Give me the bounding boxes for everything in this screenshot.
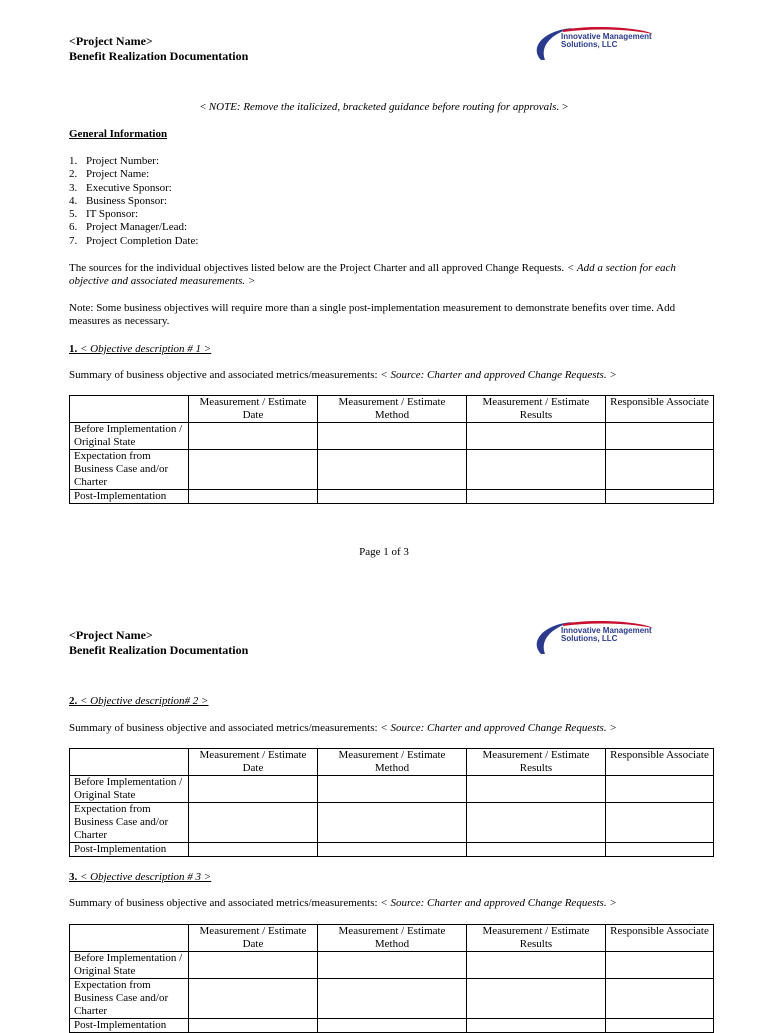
table-cell[interactable]: [318, 952, 467, 979]
row-label: Before Implementation / Original State: [70, 952, 189, 979]
table-cell[interactable]: [189, 450, 318, 490]
table-header-cell: Responsible Associate: [606, 396, 714, 423]
table-cell[interactable]: [467, 843, 606, 857]
list-item-label: Project Manager/Lead:: [86, 221, 188, 234]
table-row: [70, 776, 714, 803]
table-cell[interactable]: [467, 979, 606, 1019]
list-item-label: Project Completion Date:: [86, 234, 199, 247]
table-row: [70, 803, 714, 843]
row-label: Post-Implementation: [70, 843, 189, 857]
summary-guidance: < Source: Charter and approved Change Requests. >: [380, 369, 617, 381]
table-header-cell: Responsible Associate: [606, 925, 714, 952]
general-info-list: [69, 155, 198, 248]
table-cell[interactable]: [606, 803, 714, 843]
table-cell[interactable]: [467, 423, 606, 450]
note-text: NOTE: Remove the italicized, bracketed guidance before routing for approvals.: [208, 101, 560, 113]
guidance-note: [0, 101, 768, 114]
table-cell[interactable]: [606, 1019, 714, 1033]
list-item: [69, 195, 198, 208]
table-cell[interactable]: [606, 952, 714, 979]
list-item-number: 4.: [69, 194, 78, 207]
sources-text: The sources for the individual objectives listed below are the Project Charter and all approved Change Requests.: [69, 262, 567, 274]
table-cell[interactable]: [467, 952, 606, 979]
table-cell[interactable]: [189, 423, 318, 450]
table-header-row: [70, 749, 714, 776]
objective-1-desc: < Objective description # 1 >: [80, 343, 212, 355]
table-cell[interactable]: [318, 1019, 467, 1033]
table-cell[interactable]: [467, 1019, 606, 1033]
summary-prefix: Summary of business objective and associated metrics/measurements:: [69, 897, 381, 909]
table-cell[interactable]: [467, 803, 606, 843]
note-close: >: [559, 101, 569, 113]
objective-2-desc: < Objective description# 2 >: [80, 695, 209, 707]
table-row: [70, 450, 714, 490]
table-cell[interactable]: [318, 843, 467, 857]
table-header-cell: Measurement / Estimate Date: [189, 396, 318, 423]
logo-text-line2: Solutions, LLC: [561, 40, 618, 49]
row-label: Post-Implementation: [70, 1019, 189, 1033]
list-item-number: 1.: [69, 155, 78, 167]
row-label: Post-Implementation: [70, 490, 189, 504]
list-item-number: 7.: [69, 234, 78, 247]
objective-3-number: 3.: [69, 871, 78, 883]
table-header-cell: [70, 396, 189, 423]
list-item-label: Project Name:: [86, 168, 150, 181]
list-item: [69, 155, 198, 168]
table-cell[interactable]: [467, 490, 606, 504]
table-header-cell: Measurement / Estimate Method: [318, 396, 467, 423]
summary-guidance: < Source: Charter and approved Change Requests. >: [380, 722, 617, 734]
table-cell[interactable]: [318, 423, 467, 450]
list-item-number: 2.: [69, 168, 78, 181]
row-label: Expectation from Business Case and/or Charter: [70, 803, 189, 843]
table-header-cell: [70, 749, 189, 776]
table-cell[interactable]: [467, 776, 606, 803]
table-cell[interactable]: [318, 490, 467, 504]
table-header-cell: Measurement / Estimate Results: [467, 925, 606, 952]
page-number: Page 1 of 3: [359, 546, 409, 558]
summary-prefix: Summary of business objective and associated metrics/measurements:: [69, 722, 381, 734]
list-item: [69, 235, 198, 248]
list-item: [69, 208, 198, 221]
table-cell[interactable]: [318, 450, 467, 490]
sources-guidance: < Add a section for each objective and associated measurements. >: [69, 262, 676, 287]
list-item-number: 3.: [69, 181, 78, 194]
document-title: Benefit Realization Documentation: [69, 643, 249, 657]
table-cell[interactable]: [189, 1019, 318, 1033]
table-cell[interactable]: [189, 979, 318, 1019]
list-item-label: Project Number:: [86, 155, 160, 167]
list-item: [69, 182, 198, 195]
table-cell[interactable]: [606, 776, 714, 803]
table-cell[interactable]: [606, 423, 714, 450]
measures-note-paragraph: Note: Some business objectives will require more than a single post-implementation measurement to demonstrate benefits over time. Add measures as necessary.: [69, 302, 676, 327]
table-row: [70, 490, 714, 504]
table-header-cell: Measurement / Estimate Date: [189, 925, 318, 952]
table-cell[interactable]: [318, 776, 467, 803]
row-label: Before Implementation / Original State: [70, 423, 189, 450]
table-header-cell: [70, 925, 189, 952]
table-row: [70, 843, 714, 857]
table-cell[interactable]: [606, 450, 714, 490]
table-cell[interactable]: [606, 490, 714, 504]
table-cell[interactable]: [606, 843, 714, 857]
general-info-heading: General Information: [69, 128, 168, 140]
table-header-cell: Measurement / Estimate Method: [318, 925, 467, 952]
table-cell[interactable]: [318, 803, 467, 843]
objective-1-number: 1.: [69, 343, 78, 355]
list-item-label: Executive Sponsor:: [86, 181, 172, 194]
table-header-cell: Measurement / Estimate Results: [467, 749, 606, 776]
list-item-number: 6.: [69, 221, 78, 234]
logo-text-line2: Solutions, LLC: [561, 634, 618, 643]
objective-2-table: [69, 748, 714, 857]
table-row: [70, 1019, 714, 1033]
objective-1-table: [69, 395, 714, 504]
document-title: Benefit Realization Documentation: [69, 49, 249, 63]
summary-guidance: < Source: Charter and approved Change Requests. >: [380, 897, 617, 909]
row-label: Expectation from Business Case and/or Charter: [70, 979, 189, 1019]
table-cell[interactable]: [189, 803, 318, 843]
list-item: [69, 168, 198, 181]
table-row: [70, 979, 714, 1019]
note-open: <: [199, 101, 209, 113]
row-label: Before Implementation / Original State: [70, 776, 189, 803]
sources-paragraph: [69, 262, 709, 288]
table-header-cell: Measurement / Estimate Method: [318, 749, 467, 776]
table-cell[interactable]: [189, 776, 318, 803]
row-label: Expectation from Business Case and/or Charter: [70, 450, 189, 490]
project-name-heading: <Project Name>: [69, 34, 153, 48]
logo-text-line1: Innovative Management: [561, 626, 652, 635]
company-logo: [533, 26, 663, 66]
table-cell[interactable]: [467, 450, 606, 490]
objective-2-heading: [69, 695, 208, 708]
table-cell[interactable]: [189, 843, 318, 857]
table-row: [70, 423, 714, 450]
table-header-row: [70, 396, 714, 423]
company-logo: [533, 620, 663, 660]
list-item-number: 5.: [69, 208, 78, 221]
project-name-heading: <Project Name>: [69, 628, 153, 642]
objective-3-summary: [69, 897, 617, 910]
table-header-cell: Measurement / Estimate Results: [467, 396, 606, 423]
table-cell[interactable]: [189, 952, 318, 979]
logo-text-line1: Innovative Management: [561, 32, 652, 41]
list-item-label: IT Sponsor:: [86, 208, 139, 221]
table-header-cell: Responsible Associate: [606, 749, 714, 776]
summary-prefix: Summary of business objective and associated metrics/measurements:: [69, 369, 381, 381]
table-row: [70, 952, 714, 979]
table-cell[interactable]: [318, 979, 467, 1019]
objective-2-summary: [69, 722, 617, 735]
objective-2-number: 2.: [69, 695, 78, 707]
objective-3-desc: < Objective description # 3 >: [80, 871, 212, 883]
objective-3-table: [69, 924, 714, 1033]
objective-3-heading: [69, 871, 211, 884]
table-cell[interactable]: [189, 490, 318, 504]
objective-1-heading: [69, 343, 211, 356]
objective-1-summary: [69, 369, 617, 382]
list-item: [69, 221, 198, 234]
table-header-cell: Measurement / Estimate Date: [189, 749, 318, 776]
list-item-label: Business Sponsor:: [86, 194, 167, 207]
table-cell[interactable]: [606, 979, 714, 1019]
table-header-row: [70, 925, 714, 952]
